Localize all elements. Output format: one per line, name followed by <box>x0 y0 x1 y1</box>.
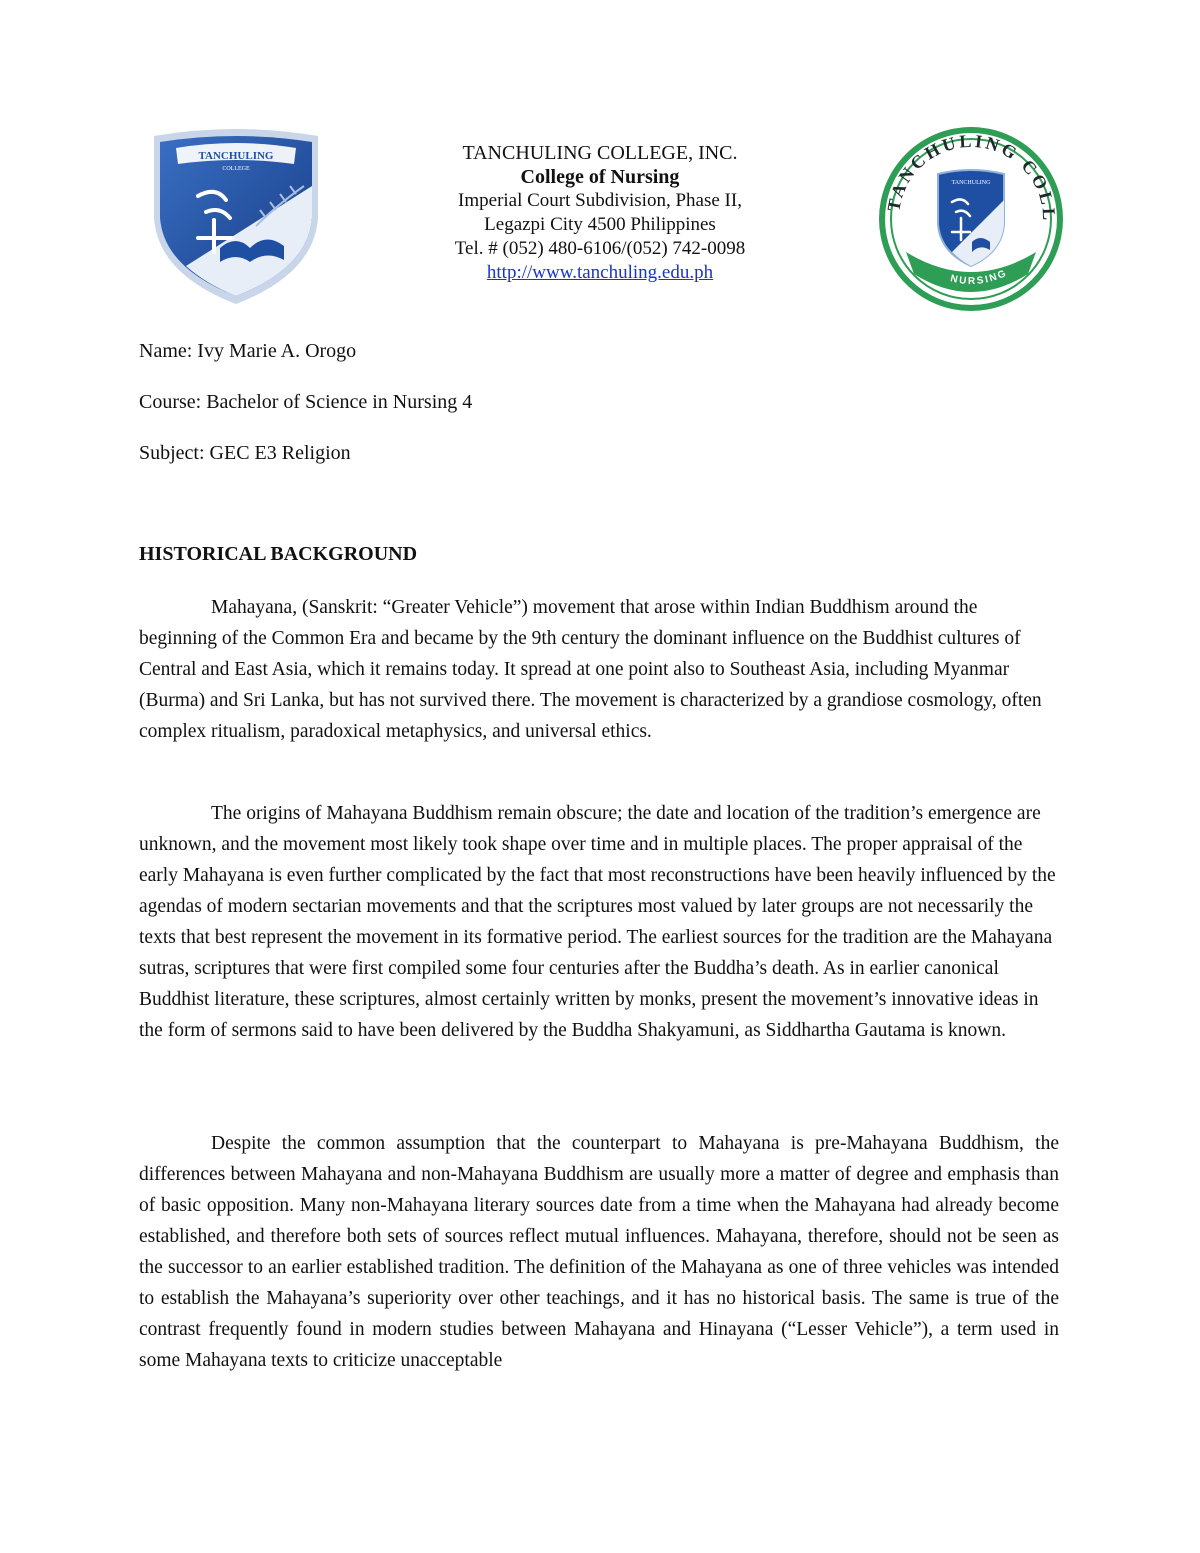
svg-text:COLLEGE: COLLEGE <box>222 166 250 172</box>
phone-number: Tel. # (052) 480-6106/(052) 742-0098 <box>454 238 746 259</box>
seal-icon <box>876 124 1066 314</box>
website-link[interactable]: http://www.tanchuling.edu.ph <box>486 262 714 283</box>
student-subject: Subject: GEC E3 Religion <box>139 442 351 464</box>
student-name: Name: Ivy Marie A. Orogo <box>139 340 357 362</box>
section-heading: HISTORICAL BACKGROUND <box>139 543 418 565</box>
department-name: College of Nursing <box>520 166 680 188</box>
svg-text:NURSING: NURSING <box>949 267 1010 288</box>
college-name: TANCHULING COLLEGE, INC. <box>462 142 738 164</box>
letterhead <box>370 141 830 285</box>
shield-banner-text: TANCHULING <box>198 150 274 162</box>
svg-text:TANCHULING: TANCHULING <box>951 180 991 186</box>
paragraph-1: Mahayana, (Sanskrit: “Greater Vehicle”) movement that arose within Indian Buddhism around the beginning of the Common Era and became by the 9th century the dominant influence on the Buddhist cultures of Central and East Asia, which it remains today. It spread at one point also to Southeast Asia, including Myanmar (Burma) and Sri Lanka, but has not survived there. The movement is characterized by a grandiose cosmology, often complex ritualism, paradoxical metaphysics, and universal ethics. <box>139 597 1042 742</box>
paragraph-3: Despite the common assumption that the counterpart to Mahayana is pre-Mahayana Buddhism, the differences between Mahayana and non-Mahayana Buddhism are usually more a matter of degree and emphasis than of basic opposition. Many non-Mahayana literary sources date from a time when the Mahayana had already become established, and therefore both sets of sources reflect mutual influences. Mahayana, therefore, should not be seen as the successor to an earlier established tradition. The definition of the Mahayana as one of three vehicles was intended to establish the Mahayana’s superiority over other teachings, and it has no historical basis. The same is true of the contrast frequently found in modern studies between Mahayana and Hinayana (“Lesser Vehicle”), a term used in some Mahayana texts to criticize unacceptable <box>139 1133 1059 1371</box>
paragraph-1-container <box>139 592 1059 747</box>
nursing-seal-logo <box>876 124 1066 314</box>
student-course: Course: Bachelor of Science in Nursing 4 <box>139 391 473 413</box>
paragraph-3-container <box>139 1128 1059 1376</box>
college-shield-logo <box>146 126 326 306</box>
paragraph-2: The origins of Mahayana Buddhism remain obscure; the date and location of the tradition’s emergence are unknown, and the movement most likely took shape over time and in multiple places. The proper appraisal of the early Mahayana is even further complicated by the fact that most reconstructions have been heavily influenced by the agendas of modern sectarian movements and that the scriptures most valued by later groups are not necessarily the texts that best represent the movement in its formative period. The earliest sources for the tradition are the Mahayana sutras, scriptures that were first compiled some four centuries after the Buddha’s death. As in earlier canonical Buddhist literature, these scriptures, almost certainly written by monks, present the movement’s innovative ideas in the form of sermons said to have been delivered by the Buddha Shakyamuni, as Siddhartha Gautama is known. <box>139 803 1056 1041</box>
svg-text:TANCHULING COLLEGE, INC.: TANCHULING COLL <box>883 130 1060 224</box>
address-line-1: Imperial Court Subdivision, Phase II, <box>458 190 742 211</box>
shield-icon <box>146 126 326 306</box>
paragraph-2-container <box>139 798 1059 1046</box>
address-line-2: Legazpi City 4500 Philippines <box>484 214 716 235</box>
